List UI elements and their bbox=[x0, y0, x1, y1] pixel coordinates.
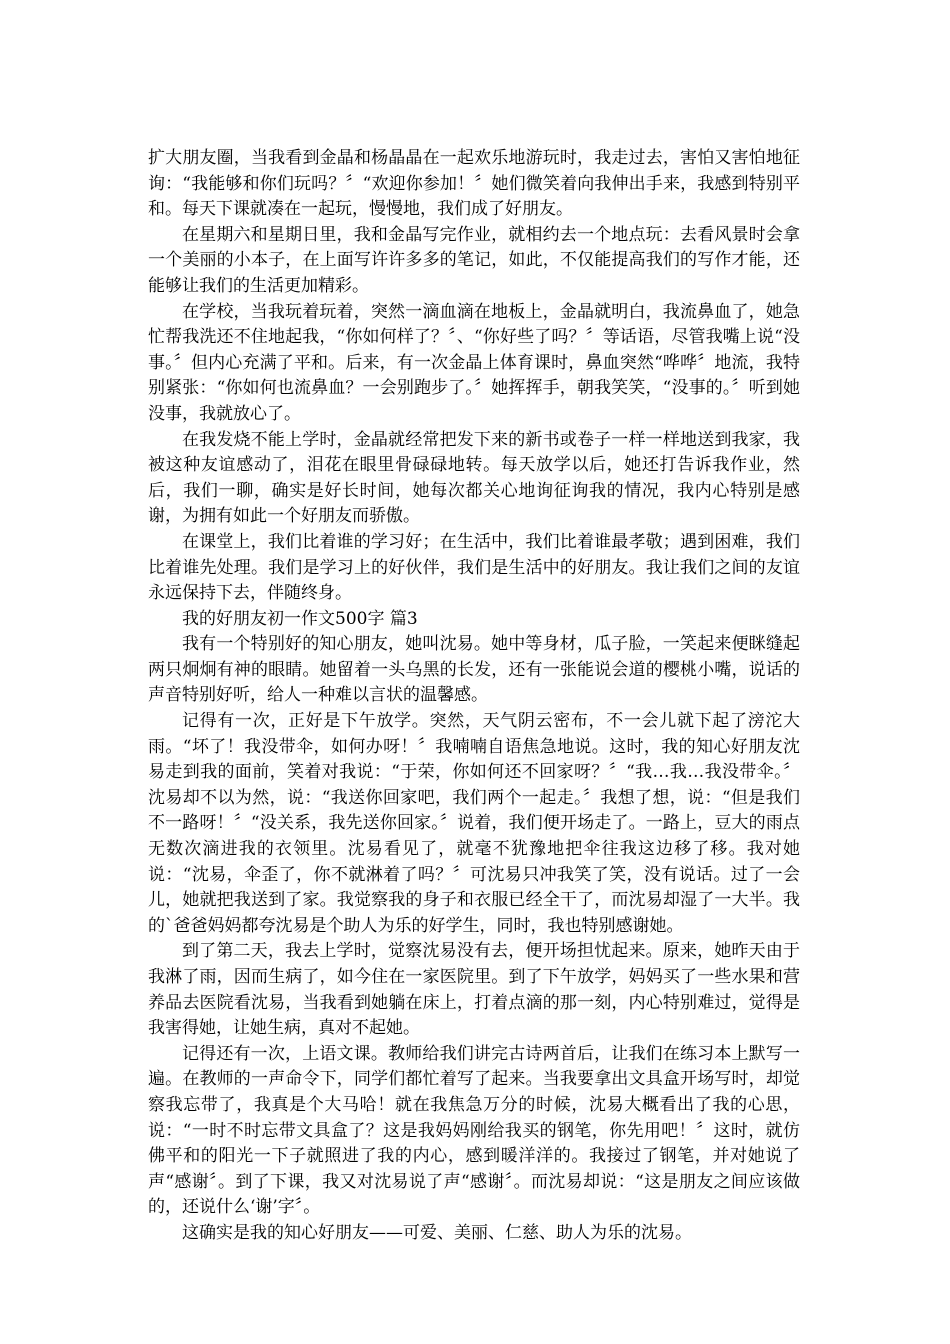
paragraph: 这确实是我的知心好朋友——可爱、美丽、仁慈、助人为乐的沈易。 bbox=[182, 1222, 692, 1243]
section-title: 我的好朋友初一作文500字 篇3 bbox=[182, 608, 418, 629]
paragraph-continued: 扩大朋友圈，当我看到金晶和杨晶晶在一起欢乐地游玩时，我走过去，害怕又害怕地征询：“我能够和你们玩吗？〞“欢迎你参加！〞她们微笑着向我伸出手来，我感到特别平和。每天下课就凑在一起玩，慢慢地，我们成了好朋友。 bbox=[148, 148, 800, 220]
paragraph: 记得还有一次，上语文课。教师给我们讲完古诗两首后，让我们在练习本上默写一遍。在教师的一声命令下，同学们都忙着写了起来。当我要拿出文具盒开场写时，却觉察我忘带了，我真是个大马哈！就在我焦急万分的时候，沈易大概看出了我的心思，说：“一时不时忘带文具盒了？这是我妈妈刚给我买的钢笔，你先用吧！〞这时，就仿佛平和的阳光一下子就照进了我的内心，感到暖洋洋的。我接过了钢笔，并对她说了声“感谢〞。到了下课，我又对沈易说了声“感谢〞。而沈易却说：“这是朋友之间应该做的，还说什么‘谢’字〞。 bbox=[148, 1043, 800, 1218]
paragraph: 我有一个特别好的知心朋友，她叫沈易。她中等身材，瓜子脸，一笑起来便眯缝起两只炯炯有神的眼睛。她留着一头乌黑的长发，还有一张能说会道的樱桃小嘴，说话的声音特别好听，给人一种难以言状的温馨感。 bbox=[148, 634, 800, 706]
paragraph: 记得有一次，正好是下午放学。突然，天气阴云密布，不一会儿就下起了滂沱大雨。“坏了！我没带伞，如何办呀！〞我喃喃自语焦急地说。这时，我的知心好朋友沈易走到我的面前，笑着对我说：“于荣，你如何还不回家呀？〞“我…我…我没带伞。〞沈易却不以为然，说：“我送你回家吧，我们两个一起走。〞我想了想，说：“但是我们不一路呀！〞“没关系，我先送你回家。〞说着，我们便开场走了。一路上，豆大的雨点无数次滴进我的衣领里。沈易看见了，就毫不犹豫地把伞往我这边移了移。我对她说：“沈易，伞歪了，你不就淋着了吗？〞可沈易只冲我笑了笑，没有说话。过了一会儿，她就把我送到了家。我觉察我的身子和衣服已经全干了，而沈易却湿了一大半。我的`爸爸妈妈都夸沈易是个助人为乐的好学生，同时，我也特别感谢她。 bbox=[148, 711, 800, 936]
paragraph: 在课堂上，我们比着谁的学习好；在生活中，我们比着谁最孝敬；遇到困难，我们比着谁先处理。我们是学习上的好伙伴，我们是生活中的好朋友。我让我们之间的友谊永远保持下去，伴随终身。 bbox=[148, 531, 800, 604]
paragraph: 在我发烧不能上学时，金晶就经常把发下来的新书或卷子一样一样地送到我家，我被这种友谊感动了，泪花在眼里骨碌碌地转。每天放学以后，她还打告诉我作业，然后，我们一聊，确实是好长时间，她每次都关心地询征询我的情况，我内心特别是感谢，为拥有如此一个好朋友而骄傲。 bbox=[148, 429, 800, 527]
document-page bbox=[148, 146, 800, 1247]
paragraph: 在星期六和星期日里，我和金晶写完作业，就相约去一个地点玩：去看风景时会拿一个美丽的小本子，在上面写许许多多的笔记，如此，不仅能提高我们的写作才能，还能够让我们的生活更加精彩。 bbox=[148, 224, 800, 296]
paragraph: 到了第二天，我去上学时，觉察沈易没有去，便开场担忧起来。原来，她昨天由于我淋了雨，因而生病了，如今住在一家医院里。到了下午放学，妈妈买了一些水果和营养品去医院看沈易，当我看到她躺在床上，打着点滴的那一刻，内心特别难过，觉得是我害得她，让她生病，真对不起她。 bbox=[148, 941, 800, 1039]
paragraph: 在学校，当我玩着玩着，突然一滴血滴在地板上，金晶就明白，我流鼻血了，她急忙帮我洗还不住地起我，“你如何样了？〞、“你好些了吗？〞等话语，尽管我嘴上说“没事。〞但内心充满了平和。后来，有一次金晶上体育课时，鼻血突然“哗哗〞地流，我特别紧张：“你如何也流鼻血？一会别跑步了。〞她挥挥手，朝我笑笑，“没事的。〞听到她没事，我就放心了。 bbox=[148, 301, 800, 424]
